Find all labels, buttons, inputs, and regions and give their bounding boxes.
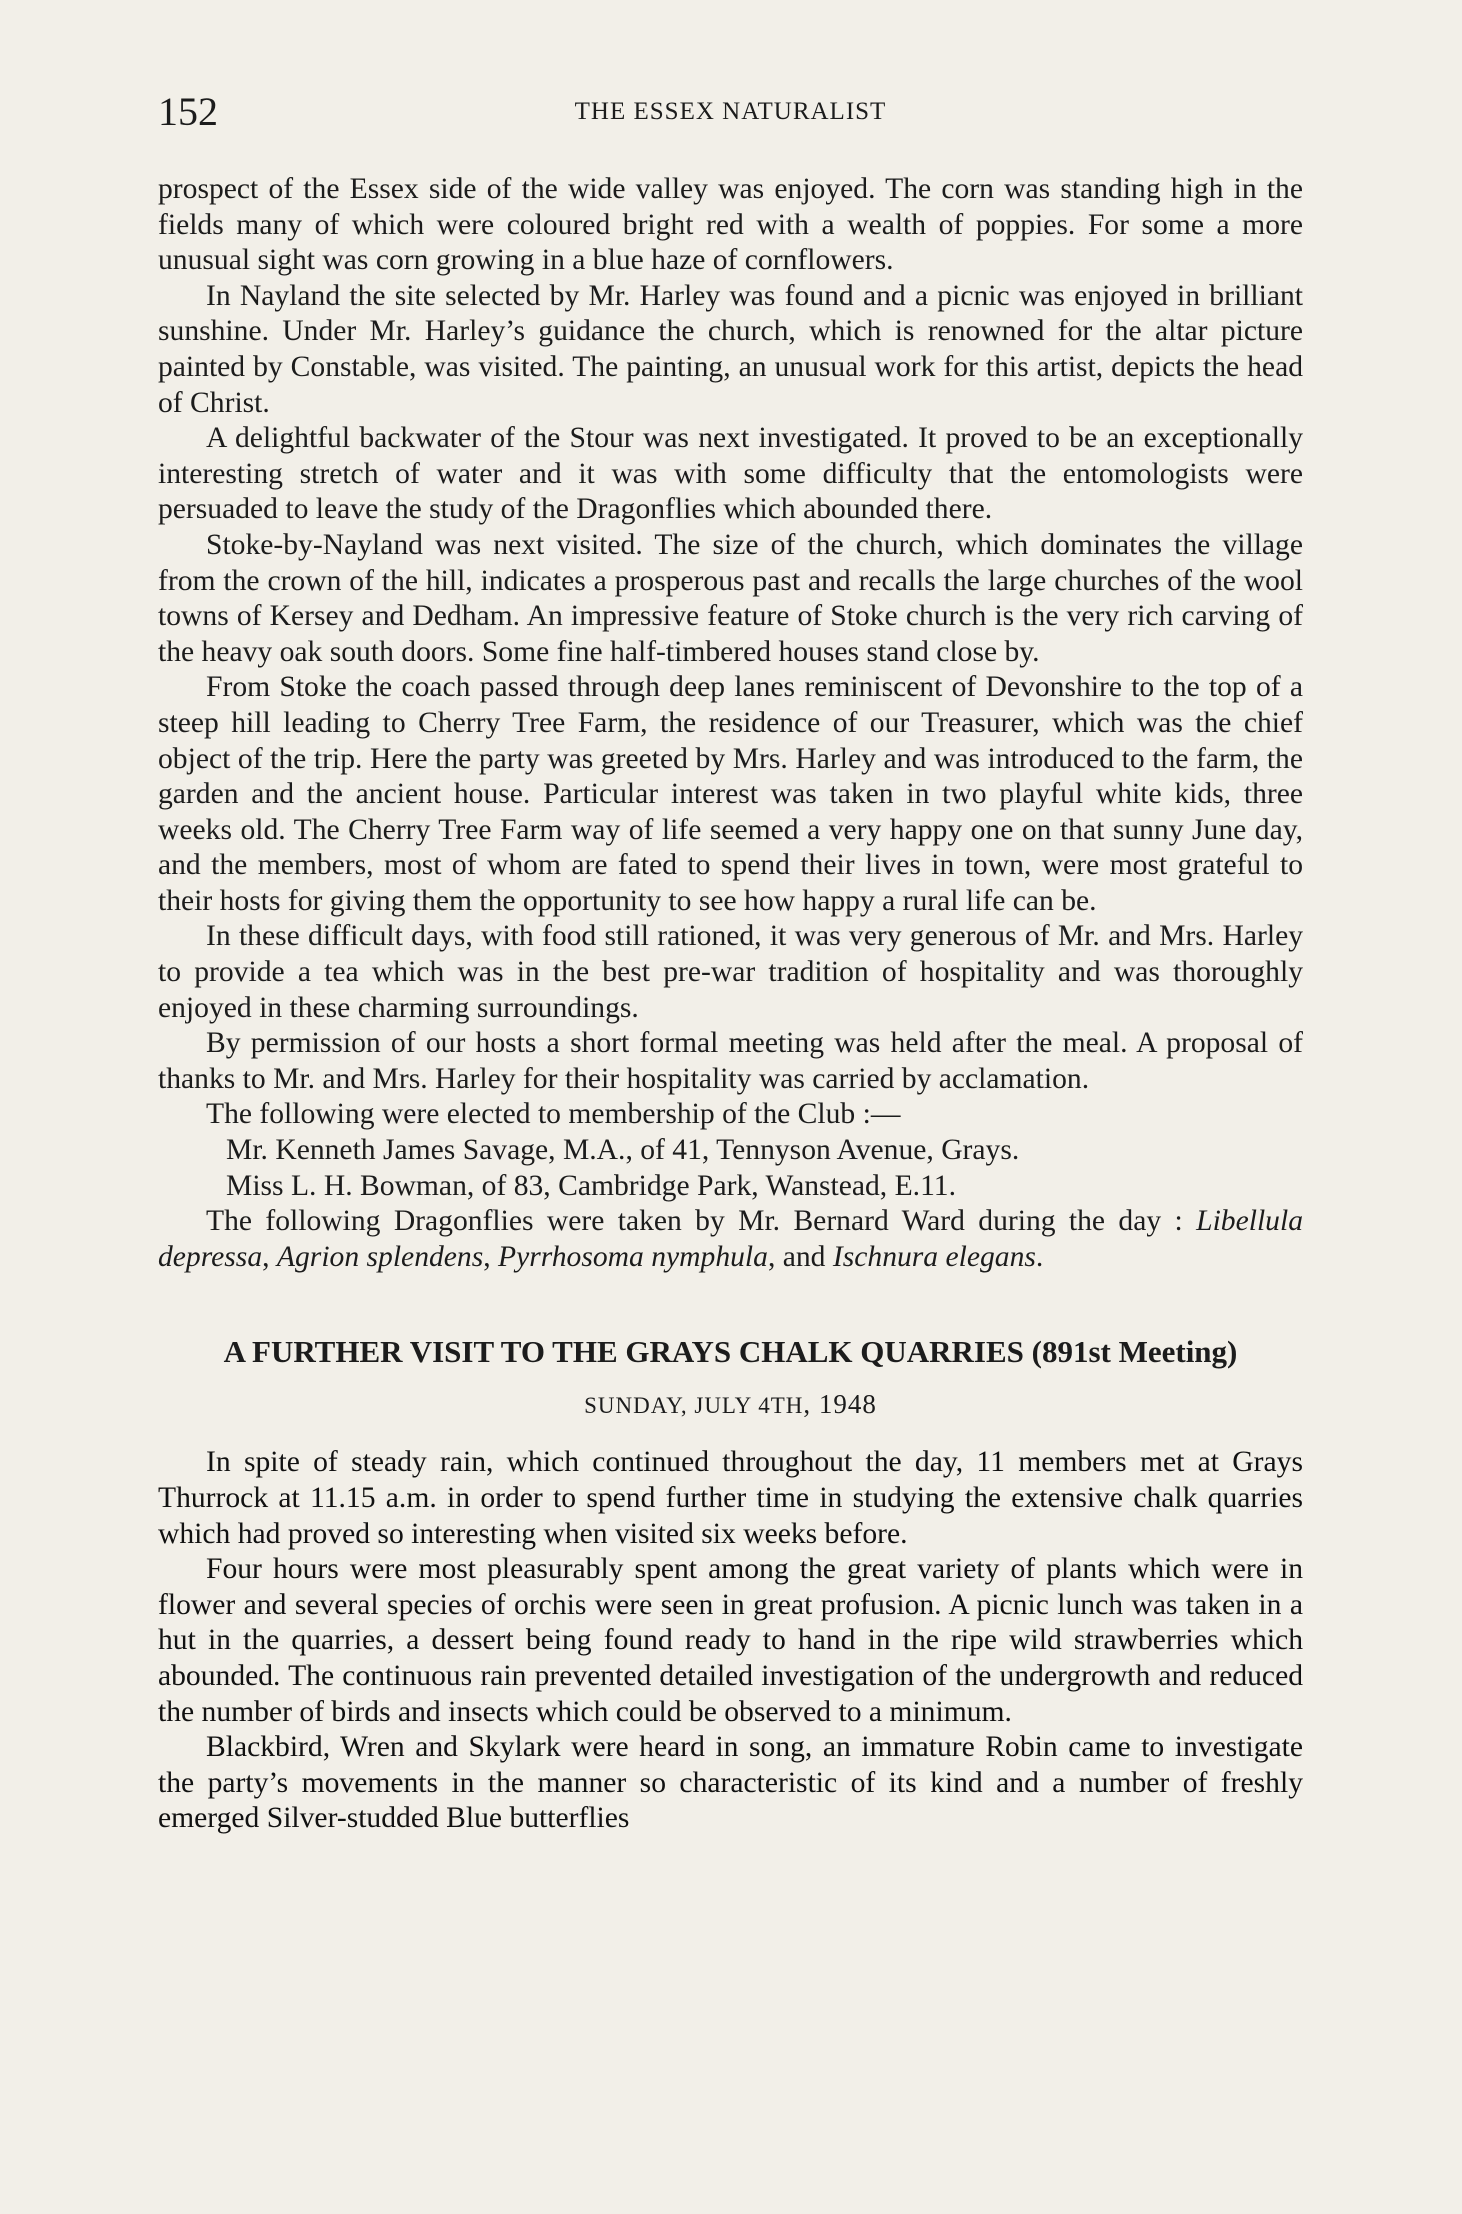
dragonflies-intro: The following Dragonflies were taken by Mr. Bernard Ward during the day :: [206, 1205, 1197, 1238]
paragraph: By permission of our hosts a short formal meeting was held after the meal. A proposal of thanks to Mr. and Mrs. Harley for their hospitality was carried by acclamation.: [158, 1027, 1303, 1095]
section-date: [158, 1387, 1303, 1423]
paragraph: In these difficult days, with food still rationed, it was very generous of Mr. and Mrs. Harley to provide a tea which was in the best pre-war tradition of hospitality and was thoroughly enjoyed in these charming surroundings.: [158, 920, 1303, 1024]
species-name: Ischnura elegans: [832, 1240, 1036, 1273]
section-body: [158, 1445, 1303, 1837]
date-weekday: SUNDAY, JULY 4: [584, 1393, 771, 1419]
paragraph: The following were elected to membership of the Club :—: [206, 1098, 901, 1131]
paragraph: In spite of steady rain, which continued throughout the day, 11 members met at Grays Thurrock at 11.15 a.m. in order to spend further time in studying the extensive chalk quarries which had proved so interesting when visited six weeks before.: [158, 1446, 1303, 1550]
article-body: [158, 172, 1303, 1837]
paragraph: prospect of the Essex side of the wide valley was enjoyed. The corn was standing high in the fields many of which were coloured bright red with a wealth of poppies. For some a more unusual sight was corn growing in a blue haze of cornflowers.: [158, 173, 1303, 277]
page-header: [158, 88, 1303, 138]
paragraph: Stoke-by-Nayland was next visited. The size of the church, which dominates the village from the crown of the hill, indicates a prosperous past and recalls the large churches of the wool towns of Kersey and Dedham. An impressive feature of Stoke church is the very rich carving of the heavy oak south doors. Some fine half-timbered houses stand close by.: [158, 528, 1303, 668]
species-name: Pyrrhosoma nymphula: [498, 1240, 768, 1273]
date-year: , 1948: [803, 1389, 877, 1420]
date-suffix: TH: [770, 1393, 804, 1419]
paragraph: Four hours were most pleasurably spent among the great variety of plants which were in flower and several species of orchis were seen in great profusion. A picnic lunch was taken in a hut in the quarries, a dessert being found ready to hand in the ripe wild strawberries which abounded. The continuous rain prevented detailed investigation of the undergrowth and reduced the number of birds and insects which could be observed to a minimum.: [158, 1553, 1303, 1728]
page-number: 152: [158, 89, 218, 134]
dragonflies-paragraph: [158, 1204, 1303, 1275]
paragraph: Blackbird, Wren and Skylark were heard in song, an immature Robin came to investigate the party’s movements in the manner so characteristic of its kind and a number of freshly emerged Silver-studded Blue butterflies: [158, 1731, 1303, 1835]
running-head: THE ESSEX NATURALIST: [574, 98, 887, 125]
paragraph: In Nayland the site selected by Mr. Harley was found and a picnic was enjoyed in brilliant sunshine. Under Mr. Harley’s guidance the church, which is renowned for the altar picture painted by Constable, was visited. The painting, an unusual work for this artist, depicts the head of Christ.: [158, 279, 1303, 419]
species-name: Agrion splendens: [276, 1240, 484, 1273]
separator: ,: [262, 1240, 277, 1273]
separator: .: [1035, 1240, 1044, 1273]
new-member: Mr. Kenneth James Savage, M.A., of 41, Tennyson Avenue, Grays.: [226, 1134, 1020, 1167]
section-title: A FURTHER VISIT TO THE GRAYS CHALK QUARRIES (891st Meeting): [223, 1334, 1238, 1370]
species-name: Libellula depressa: [158, 1205, 1303, 1273]
separator: , and: [767, 1240, 833, 1273]
paragraph: From Stoke the coach passed through deep lanes reminiscent of Devonshire to the top of a steep hill leading to Cherry Tree Farm, the residence of our Treasurer, which was the chief object of the trip. Here the party was greeted by Mrs. Harley and was introduced to the farm, the garden and the ancient house. Particular interest was taken in two playful white kids, three weeks old. The Cherry Tree Farm way of life seemed a very happy one on that sunny June day, and the members, most of whom are fated to spend their lives in town, were most grateful to their hosts for giving them the opportunity to see how happy a rural life can be.: [158, 671, 1303, 917]
new-member: Miss L. H. Bowman, of 83, Cambridge Park, Wanstead, E.11.: [226, 1169, 956, 1202]
paragraph: A delightful backwater of the Stour was next investigated. It proved to be an exceptionally interesting stretch of water and it was with some difficulty that the entomologists were persuaded to leave the study of the Dragonflies which abounded there.: [158, 422, 1303, 526]
separator: ,: [483, 1240, 499, 1273]
